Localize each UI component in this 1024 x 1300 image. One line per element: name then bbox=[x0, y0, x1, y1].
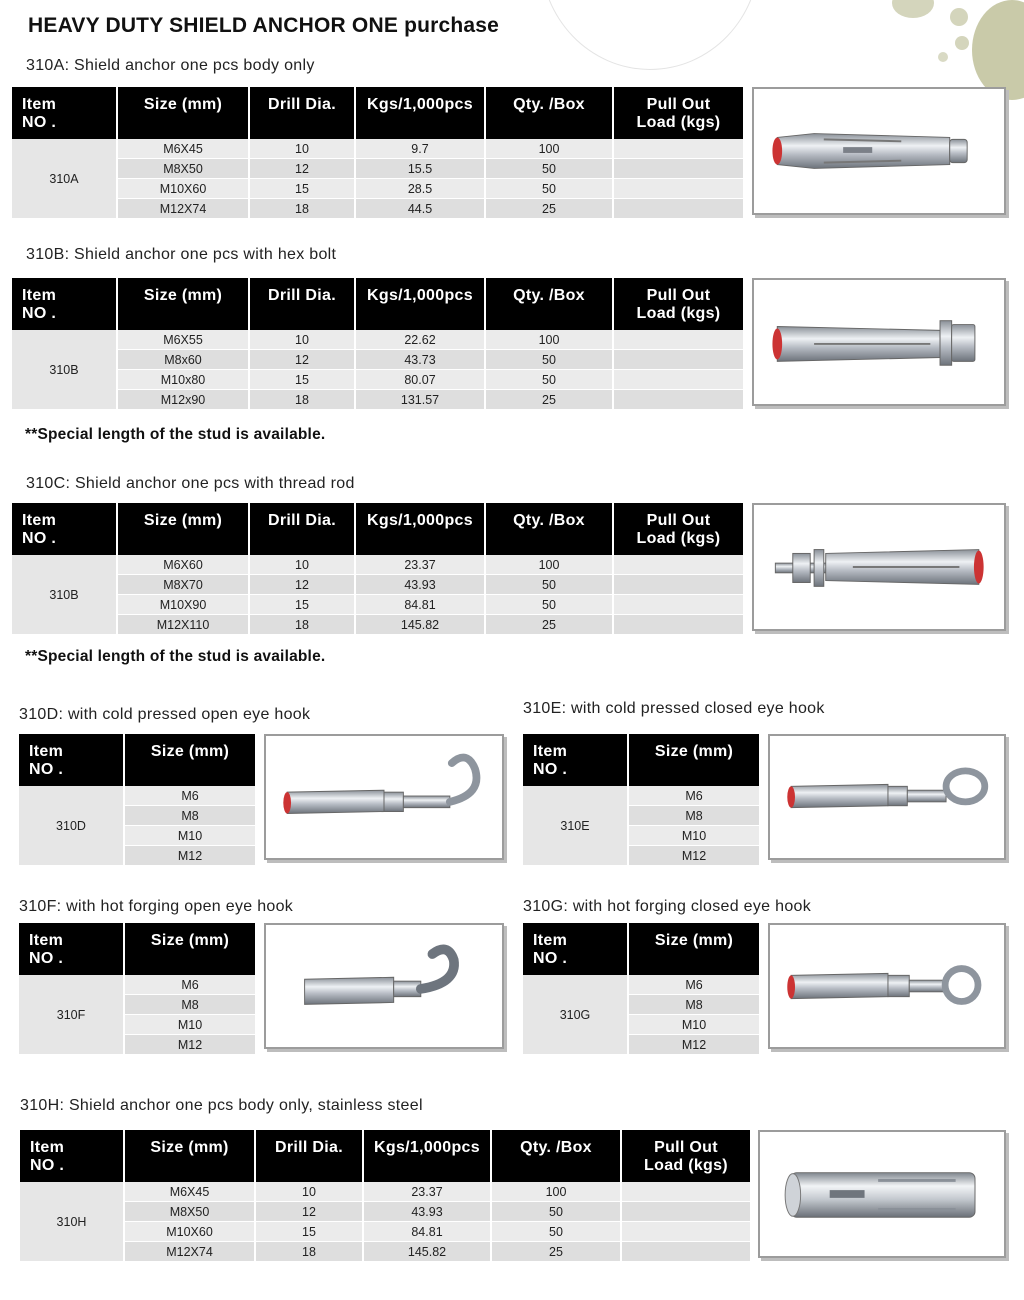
col-header-item: Item NO . bbox=[12, 87, 118, 139]
decorative-circle-large bbox=[972, 0, 1024, 100]
drill-cell: 12 bbox=[250, 350, 356, 370]
table-row bbox=[20, 1202, 750, 1222]
item-no-cell: 310E bbox=[523, 786, 629, 866]
kgs-cell: 145.82 bbox=[356, 615, 486, 635]
drill-cell: 10 bbox=[250, 330, 356, 350]
item-no-cell: 310A bbox=[12, 139, 118, 219]
col-header-kgs: Kgs/1,000pcs bbox=[364, 1130, 492, 1182]
item-no-cell: 310B bbox=[12, 330, 118, 410]
size-cell: M8 bbox=[629, 806, 759, 826]
drill-cell: 12 bbox=[250, 159, 356, 179]
pull-cell bbox=[614, 139, 743, 159]
item-no-cell: 310D bbox=[19, 786, 125, 866]
size-cell: M10 bbox=[125, 1015, 255, 1035]
table-row bbox=[19, 786, 255, 806]
drill-cell: 18 bbox=[250, 615, 356, 635]
col-header-drill: Drill Dia. bbox=[250, 503, 356, 555]
size-cell: M8X50 bbox=[118, 159, 250, 179]
table-row bbox=[12, 595, 743, 615]
size-cell: M12X74 bbox=[125, 1242, 256, 1262]
col-header-pull: Pull Out Load (kgs) bbox=[622, 1130, 750, 1182]
pull-cell bbox=[614, 615, 743, 635]
drill-cell: 18 bbox=[250, 199, 356, 219]
col-header-qty: Qty. /Box bbox=[486, 503, 614, 555]
forged-closed-eye-icon bbox=[770, 925, 1004, 1047]
drill-cell: 15 bbox=[256, 1222, 364, 1242]
section-title-310d: 310D: with cold pressed open eye hook bbox=[19, 706, 311, 723]
size-cell: M6 bbox=[629, 975, 759, 995]
section-title-310g: 310G: with hot forging closed eye hook bbox=[523, 898, 812, 915]
section-title-310b: 310B: Shield anchor one pcs with hex bolt bbox=[26, 246, 337, 263]
table-row bbox=[12, 179, 743, 199]
table-row bbox=[523, 786, 759, 806]
section-title-310f: 310F: with hot forging open eye hook bbox=[19, 898, 294, 915]
size-cell: M10 bbox=[629, 826, 759, 846]
stainless-anchor-icon bbox=[760, 1132, 1004, 1256]
kgs-cell: 131.57 bbox=[356, 390, 486, 410]
kgs-cell: 84.81 bbox=[364, 1222, 492, 1242]
kgs-cell: 84.81 bbox=[356, 595, 486, 615]
col-header-drill: Drill Dia. bbox=[256, 1130, 364, 1182]
pull-cell bbox=[614, 159, 743, 179]
kgs-cell: 9.7 bbox=[356, 139, 486, 159]
product-image-310c bbox=[752, 503, 1006, 631]
qty-cell: 50 bbox=[492, 1222, 622, 1242]
size-cell: M6 bbox=[125, 975, 255, 995]
col-header-size: Size (mm) bbox=[118, 278, 250, 330]
spec-table-310e bbox=[523, 734, 759, 866]
product-image-310f bbox=[264, 923, 504, 1049]
open-eye-hook-icon bbox=[266, 736, 502, 858]
table-row bbox=[20, 1182, 750, 1202]
pull-cell bbox=[622, 1222, 750, 1242]
size-cell: M8 bbox=[125, 806, 255, 826]
qty-cell: 50 bbox=[486, 575, 614, 595]
drill-cell: 15 bbox=[250, 595, 356, 615]
pull-cell bbox=[614, 555, 743, 575]
spec-table-310a bbox=[12, 87, 743, 219]
decorative-circle bbox=[950, 8, 968, 26]
qty-cell: 50 bbox=[486, 179, 614, 199]
table-row bbox=[12, 390, 743, 410]
decorative-circle bbox=[892, 0, 934, 18]
kgs-cell: 145.82 bbox=[364, 1242, 492, 1262]
pull-cell bbox=[614, 370, 743, 390]
col-header-drill: Drill Dia. bbox=[250, 278, 356, 330]
product-image-310h bbox=[758, 1130, 1006, 1258]
closed-eye-hook-icon bbox=[770, 736, 1004, 858]
product-image-310e bbox=[768, 734, 1006, 860]
kgs-cell: 44.5 bbox=[356, 199, 486, 219]
size-cell: M10X90 bbox=[118, 595, 250, 615]
col-header-size: Size (mm) bbox=[118, 503, 250, 555]
col-header-pull: Pull Out Load (kgs) bbox=[614, 87, 743, 139]
table-row bbox=[19, 975, 255, 995]
size-cell: M6 bbox=[629, 786, 759, 806]
col-header-item: Item NO . bbox=[12, 278, 118, 330]
size-cell: M6X60 bbox=[118, 555, 250, 575]
product-image-310g bbox=[768, 923, 1006, 1049]
pull-cell bbox=[614, 595, 743, 615]
item-no-cell: 310B bbox=[12, 555, 118, 635]
decorative-circle bbox=[938, 52, 948, 62]
drill-cell: 12 bbox=[256, 1202, 364, 1222]
kgs-cell: 22.62 bbox=[356, 330, 486, 350]
page-title: HEAVY DUTY SHIELD ANCHOR ONE purchase bbox=[28, 14, 500, 37]
hex-bolt-anchor-icon bbox=[754, 280, 1004, 404]
pull-cell bbox=[622, 1182, 750, 1202]
pull-cell bbox=[622, 1202, 750, 1222]
pull-cell bbox=[614, 575, 743, 595]
product-image-310a bbox=[752, 87, 1006, 215]
section-title-310h: 310H: Shield anchor one pcs body only, stainless steel bbox=[20, 1097, 423, 1114]
size-cell: M8X70 bbox=[118, 575, 250, 595]
spec-table-310f bbox=[19, 923, 255, 1055]
drill-cell: 10 bbox=[250, 555, 356, 575]
size-cell: M8 bbox=[629, 995, 759, 1015]
qty-cell: 50 bbox=[486, 159, 614, 179]
col-header-qty: Qty. /Box bbox=[492, 1130, 622, 1182]
pull-cell bbox=[622, 1242, 750, 1262]
col-header-size: Size (mm) bbox=[629, 734, 759, 786]
kgs-cell: 15.5 bbox=[356, 159, 486, 179]
pull-cell bbox=[614, 179, 743, 199]
size-cell: M12 bbox=[629, 1035, 759, 1055]
qty-cell: 100 bbox=[486, 330, 614, 350]
kgs-cell: 23.37 bbox=[364, 1182, 492, 1202]
size-cell: M8X50 bbox=[125, 1202, 256, 1222]
pull-cell bbox=[614, 350, 743, 370]
kgs-cell: 43.93 bbox=[364, 1202, 492, 1222]
qty-cell: 50 bbox=[486, 595, 614, 615]
size-cell: M12x90 bbox=[118, 390, 250, 410]
special-length-note: **Special length of the stud is available. bbox=[25, 426, 326, 443]
col-header-size: Size (mm) bbox=[125, 923, 255, 975]
section-title-310a: 310A: Shield anchor one pcs body only bbox=[26, 57, 315, 74]
spec-table-310c bbox=[12, 503, 743, 635]
col-header-qty: Qty. /Box bbox=[486, 278, 614, 330]
item-no-cell: 310F bbox=[19, 975, 125, 1055]
col-header-item: Item NO . bbox=[20, 1130, 125, 1182]
drill-cell: 10 bbox=[256, 1182, 364, 1202]
col-header-item: Item NO . bbox=[19, 923, 125, 975]
kgs-cell: 28.5 bbox=[356, 179, 486, 199]
drill-cell: 15 bbox=[250, 179, 356, 199]
size-cell: M6 bbox=[125, 786, 255, 806]
col-header-kgs: Kgs/1,000pcs bbox=[356, 503, 486, 555]
qty-cell: 50 bbox=[486, 370, 614, 390]
forged-open-hook-icon bbox=[266, 925, 502, 1047]
qty-cell: 25 bbox=[486, 615, 614, 635]
qty-cell: 100 bbox=[492, 1182, 622, 1202]
table-row bbox=[12, 575, 743, 595]
col-header-size: Size (mm) bbox=[125, 734, 255, 786]
table-row bbox=[12, 330, 743, 350]
drill-cell: 12 bbox=[250, 575, 356, 595]
col-header-drill: Drill Dia. bbox=[250, 87, 356, 139]
table-row bbox=[523, 975, 759, 995]
size-cell: M10 bbox=[629, 1015, 759, 1035]
kgs-cell: 23.37 bbox=[356, 555, 486, 575]
qty-cell: 100 bbox=[486, 555, 614, 575]
size-cell: M12 bbox=[125, 1035, 255, 1055]
drill-cell: 18 bbox=[250, 390, 356, 410]
kgs-cell: 43.73 bbox=[356, 350, 486, 370]
drill-cell: 15 bbox=[250, 370, 356, 390]
spec-table-310h bbox=[20, 1130, 750, 1262]
qty-cell: 100 bbox=[486, 139, 614, 159]
drill-cell: 18 bbox=[256, 1242, 364, 1262]
col-header-pull: Pull Out Load (kgs) bbox=[614, 278, 743, 330]
qty-cell: 25 bbox=[492, 1242, 622, 1262]
col-header-item: Item NO . bbox=[523, 923, 629, 975]
product-image-310b bbox=[752, 278, 1006, 406]
decorative-circle bbox=[955, 36, 969, 50]
col-header-kgs: Kgs/1,000pcs bbox=[356, 278, 486, 330]
table-row bbox=[12, 555, 743, 575]
kgs-cell: 80.07 bbox=[356, 370, 486, 390]
col-header-item: Item NO . bbox=[12, 503, 118, 555]
size-cell: M8 bbox=[125, 995, 255, 1015]
size-cell: M8x60 bbox=[118, 350, 250, 370]
table-row bbox=[12, 159, 743, 179]
qty-cell: 50 bbox=[486, 350, 614, 370]
spec-table-310b bbox=[12, 278, 743, 410]
table-row bbox=[20, 1242, 750, 1262]
col-header-qty: Qty. /Box bbox=[486, 87, 614, 139]
size-cell: M12X110 bbox=[118, 615, 250, 635]
drill-cell: 10 bbox=[250, 139, 356, 159]
spec-table-310g bbox=[523, 923, 759, 1055]
qty-cell: 25 bbox=[486, 390, 614, 410]
table-row bbox=[12, 615, 743, 635]
pull-cell bbox=[614, 390, 743, 410]
pull-cell bbox=[614, 330, 743, 350]
kgs-cell: 43.93 bbox=[356, 575, 486, 595]
col-header-size: Size (mm) bbox=[125, 1130, 256, 1182]
size-cell: M12 bbox=[125, 846, 255, 866]
table-row bbox=[12, 370, 743, 390]
special-length-note: **Special length of the stud is available. bbox=[25, 648, 326, 665]
pull-cell bbox=[614, 199, 743, 219]
size-cell: M12X74 bbox=[118, 199, 250, 219]
table-row bbox=[12, 199, 743, 219]
size-cell: M10X60 bbox=[118, 179, 250, 199]
item-no-cell: 310G bbox=[523, 975, 629, 1055]
section-title-310e: 310E: with cold pressed closed eye hook bbox=[523, 700, 825, 717]
size-cell: M12 bbox=[629, 846, 759, 866]
col-header-item: Item NO . bbox=[19, 734, 125, 786]
table-row bbox=[12, 350, 743, 370]
col-header-pull: Pull Out Load (kgs) bbox=[614, 503, 743, 555]
item-no-cell: 310H bbox=[20, 1182, 125, 1262]
product-image-310d bbox=[264, 734, 504, 860]
shield-anchor-icon bbox=[754, 89, 1004, 213]
col-header-size: Size (mm) bbox=[118, 87, 250, 139]
qty-cell: 50 bbox=[492, 1202, 622, 1222]
size-cell: M10x80 bbox=[118, 370, 250, 390]
section-title-310c: 310C: Shield anchor one pcs with thread rod bbox=[26, 475, 355, 492]
col-header-item: Item NO . bbox=[523, 734, 629, 786]
size-cell: M6X45 bbox=[125, 1182, 256, 1202]
col-header-size: Size (mm) bbox=[629, 923, 759, 975]
size-cell: M6X45 bbox=[118, 139, 250, 159]
col-header-kgs: Kgs/1,000pcs bbox=[356, 87, 486, 139]
decorative-circle-outline bbox=[540, 0, 760, 70]
size-cell: M6X55 bbox=[118, 330, 250, 350]
spec-table-310d bbox=[19, 734, 255, 866]
qty-cell: 25 bbox=[486, 199, 614, 219]
table-row bbox=[20, 1222, 750, 1242]
size-cell: M10 bbox=[125, 826, 255, 846]
thread-rod-anchor-icon bbox=[754, 505, 1004, 629]
table-row bbox=[12, 139, 743, 159]
size-cell: M10X60 bbox=[125, 1222, 256, 1242]
